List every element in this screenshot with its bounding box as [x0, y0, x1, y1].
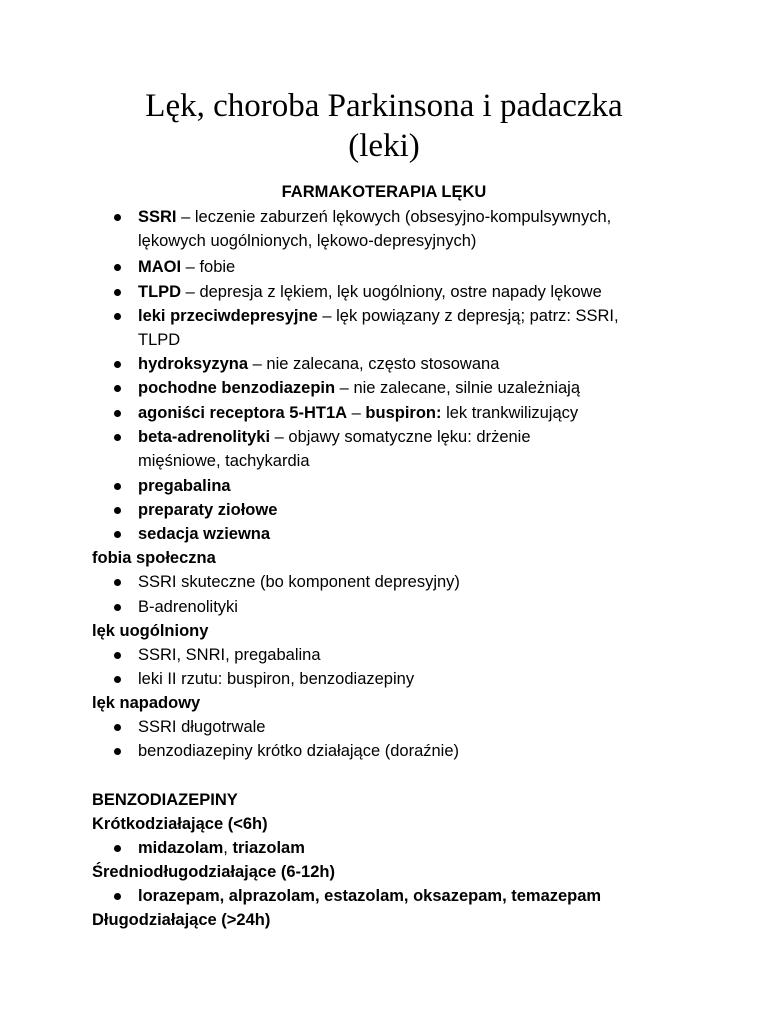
bullet-icon [114, 507, 121, 514]
bullet-icon [114, 579, 121, 586]
bullet-icon [114, 289, 121, 296]
list-item-krotkodzialajace: midazolam, triazolam [138, 839, 305, 857]
list-item-ssri: SSRI – leczenie zaburzeń lękowych (obsesyjno-kompulsywnych, [138, 208, 612, 226]
list-item-benzodiazepin: pochodne benzodiazepin – nie zalecane, silnie uzależniają [138, 379, 580, 397]
bullet-icon [114, 748, 121, 755]
list-item-hydroksyzyna: hydroksyzyna – nie zalecana, często stosowana [138, 355, 500, 373]
list-item-agonisci: agoniści receptora 5-HT1A – buspiron: lek trankwilizujący [138, 404, 579, 422]
section-heading-farmakoterapia: FARMAKOTERAPIA LĘKU [281, 183, 487, 201]
bullet-icon [114, 676, 121, 683]
bullet-icon [114, 264, 121, 271]
subheading-lek-uogolniony: lęk uogólniony [92, 622, 209, 640]
list-item: B-adrenolityki [138, 598, 238, 616]
bullet-icon [114, 652, 121, 659]
list-item-preparaty-ziolowe: preparaty ziołowe [138, 501, 278, 519]
bullet-icon [114, 361, 121, 368]
list-item-tlpd: TLPD – depresja z lękiem, lęk uogólniony, ostre napady lękowe [138, 283, 602, 301]
list-item-maoi: MAOI – fobie [138, 258, 236, 276]
title-line-1: Lęk, choroba Parkinsona i padaczka [145, 88, 623, 124]
list-item: SSRI skuteczne (bo komponent depresyjny) [138, 573, 460, 591]
list-item-sredniodlugodzialajace: lorazepam, alprazolam, estazolam, oksazepam, temazepam [138, 887, 602, 905]
list-item-ssri-cont: lękowych uogólnionych, lękowo-depresyjnych) [138, 232, 477, 250]
document-title [0, 86, 768, 166]
section-heading-benzodiazepiny: BENZODIAZEPINY [92, 791, 238, 809]
subheading-lek-napadowy: lęk napadowy [92, 694, 201, 712]
bullet-icon [114, 531, 121, 538]
bullet-icon [114, 434, 121, 441]
list-item: SSRI długotrwale [138, 718, 266, 736]
bullet-icon [114, 845, 121, 852]
list-item-beta-adrenolityki-cont: mięśniowe, tachykardia [138, 452, 310, 470]
subheading-krotkodzialajace: Krótkodziałające (<6h) [92, 815, 268, 833]
subheading-fobia-spoleczna: fobia społeczna [92, 549, 216, 567]
list-item-leki-przeciwdepresyjne-cont: TLPD [138, 331, 181, 349]
list-item-leki-przeciwdepresyjne: leki przeciwdepresyjne – lęk powiązany z depresją; patrz: SSRI, [138, 307, 619, 325]
bullet-icon [114, 604, 121, 611]
list-item: SSRI, SNRI, pregabalina [138, 646, 321, 664]
bullet-icon [114, 214, 121, 221]
subheading-sredniodlugodzialajace: Średniodługodziałające (6-12h) [92, 863, 335, 881]
bullet-icon [114, 313, 121, 320]
subheading-dlugodzialajace: Długodziałające (>24h) [92, 911, 271, 929]
list-item-pregabalina: pregabalina [138, 477, 231, 495]
bullet-icon [114, 483, 121, 490]
bullet-icon [114, 385, 121, 392]
list-item: leki II rzutu: buspiron, benzodiazepiny [138, 670, 415, 688]
list-item-sedacja-wziewna: sedacja wziewna [138, 525, 271, 543]
bullet-icon [114, 410, 121, 417]
bullet-icon [114, 893, 121, 900]
bullet-icon [114, 724, 121, 731]
title-line-2: (leki) [348, 128, 420, 164]
list-item: benzodiazepiny krótko działające (doraźnie) [138, 742, 460, 760]
list-item-beta-adrenolityki: beta-adrenolityki – objawy somatyczne lęku: drżenie [138, 428, 531, 446]
